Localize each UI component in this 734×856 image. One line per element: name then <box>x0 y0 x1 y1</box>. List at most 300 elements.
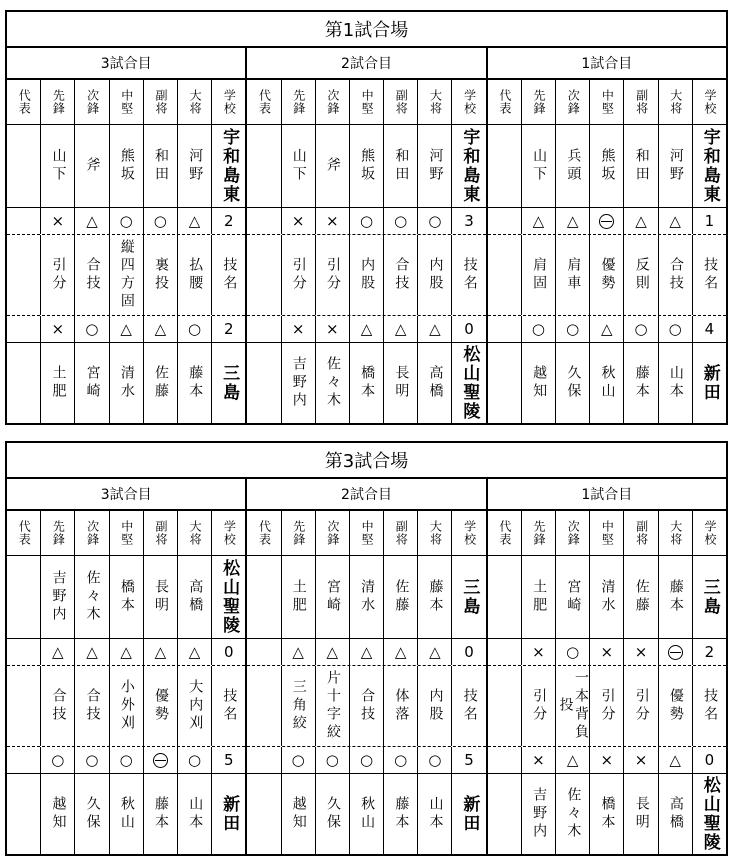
table-cell <box>41 80 75 124</box>
result-mark: ○ <box>531 320 545 338</box>
player-name: 吉野内 <box>290 356 307 410</box>
result-mark: ○ <box>291 751 305 769</box>
result-mark: △ <box>86 212 98 230</box>
table-cell <box>452 208 485 234</box>
technique-label: 内股 <box>427 688 444 724</box>
position-label: 副将 <box>394 89 409 115</box>
table-cell <box>282 80 316 124</box>
player-name: 山本 <box>187 796 204 832</box>
result-mark: ○ <box>85 751 99 769</box>
position-label: 代表 <box>257 89 272 115</box>
arena-title: 第3試合場 <box>7 443 726 479</box>
arena-title: 第1試合場 <box>7 12 726 48</box>
match-table <box>488 479 726 854</box>
table-cell <box>659 511 693 555</box>
technique-label: 引分 <box>531 688 548 724</box>
table-cell <box>624 556 658 638</box>
team-a-row <box>7 125 245 208</box>
table-cell <box>316 235 350 315</box>
position-label: 代表 <box>17 89 32 115</box>
table-cell <box>659 235 693 315</box>
table-cell <box>418 747 452 773</box>
score-value: 2 <box>704 643 715 661</box>
result-mark: ○ <box>187 751 202 769</box>
result-mark: × <box>532 751 545 769</box>
team-b-row <box>488 774 726 854</box>
table-cell <box>488 511 522 555</box>
result-mark: ○ <box>394 212 408 230</box>
technique-label: 合技 <box>393 257 410 293</box>
table-cell <box>693 639 726 665</box>
table-cell <box>590 639 624 665</box>
table-cell <box>418 511 452 555</box>
table-cell <box>282 208 316 234</box>
table-cell <box>110 316 144 342</box>
table-cell <box>350 80 384 124</box>
table-cell <box>75 316 109 342</box>
technique-label: 引分 <box>633 688 650 724</box>
table-cell <box>144 208 178 234</box>
table-cell <box>75 235 109 315</box>
player-name: 宮崎 <box>84 365 101 401</box>
results-b-row <box>247 747 485 774</box>
match-table <box>488 48 726 423</box>
table-cell <box>659 747 693 773</box>
table-cell <box>350 774 384 854</box>
table-cell <box>144 343 178 423</box>
table-cell <box>41 208 75 234</box>
player-name: 佐々木 <box>84 570 101 624</box>
team-a-row <box>247 125 485 208</box>
table-cell <box>212 774 245 854</box>
table-cell <box>316 316 350 342</box>
table-cell <box>212 316 245 342</box>
result-mark: × <box>600 643 614 661</box>
result-mark: × <box>532 643 545 661</box>
table-cell <box>7 208 41 234</box>
position-label: 次鋒 <box>85 520 100 546</box>
table-cell <box>178 556 212 638</box>
player-name: 山本 <box>667 365 684 401</box>
table-cell <box>418 208 452 234</box>
team-a-row <box>488 125 726 208</box>
table-cell <box>247 316 281 342</box>
technique-label: 引分 <box>599 688 616 724</box>
result-mark: △ <box>360 643 373 661</box>
player-name: 長明 <box>633 796 650 832</box>
table-cell <box>590 774 624 854</box>
results-a-row <box>7 208 245 235</box>
table-cell <box>178 208 212 234</box>
table-cell <box>590 666 624 746</box>
table-cell <box>659 666 693 746</box>
position-label: 副将 <box>634 520 649 546</box>
result-mark: × <box>634 643 648 661</box>
table-cell <box>624 666 658 746</box>
result-mark: △ <box>120 643 132 661</box>
table-cell <box>247 556 281 638</box>
team-b-row <box>488 343 726 423</box>
position-label: 学校 <box>222 520 237 546</box>
position-label: 先鋒 <box>291 89 306 115</box>
technique-label: 優勢 <box>667 688 684 724</box>
player-name: 橋本 <box>118 579 135 615</box>
result-mark: △ <box>394 643 407 661</box>
technique-label: 優勢 <box>599 257 616 293</box>
position-label: 次鋒 <box>566 89 581 115</box>
position-label: 代表 <box>17 520 32 546</box>
result-mark: △ <box>394 320 407 338</box>
player-name: 佐藤 <box>393 579 410 615</box>
player-name: 高橋 <box>667 796 684 832</box>
player-name: 佐藤 <box>153 365 170 401</box>
school-name: 新田 <box>219 795 240 833</box>
table-cell <box>418 80 452 124</box>
technique-label: 引分 <box>290 257 307 293</box>
table-cell <box>7 235 41 315</box>
table-cell <box>247 511 281 555</box>
result-mark: × <box>291 212 305 230</box>
school-name: 三島 <box>459 578 480 616</box>
result-mark: ○ <box>119 751 133 769</box>
player-name: 宮崎 <box>324 579 341 615</box>
table-cell <box>693 511 726 555</box>
school-name: 松山聖陵 <box>699 776 720 852</box>
table-cell <box>659 774 693 854</box>
result-mark: × <box>291 320 305 338</box>
table-cell <box>350 747 384 773</box>
table-cell <box>624 639 658 665</box>
technique-label: 小外刈 <box>118 679 135 733</box>
team-a-row <box>7 556 245 639</box>
player-name: 佐藤 <box>633 579 650 615</box>
player-name: 秋山 <box>599 365 616 401</box>
result-mark: ○ <box>51 751 65 769</box>
position-row <box>247 80 485 125</box>
score-value: 2 <box>223 320 234 338</box>
table-cell <box>247 125 281 207</box>
table-cell <box>488 747 522 773</box>
table-cell <box>350 316 384 342</box>
result-mark: △ <box>429 643 441 661</box>
table-cell <box>624 316 658 342</box>
player-name: 土肥 <box>50 365 67 401</box>
table-cell <box>282 666 316 746</box>
team-b-row <box>247 774 485 854</box>
technique-label: 合技 <box>667 257 684 293</box>
table-cell <box>212 556 245 638</box>
player-name: 河野 <box>187 148 204 184</box>
table-cell <box>110 235 144 315</box>
table-cell <box>522 125 556 207</box>
player-name: 藤本 <box>187 365 204 401</box>
position-label: 大将 <box>428 89 443 115</box>
table-cell <box>488 316 522 342</box>
table-cell <box>522 316 556 342</box>
table-cell <box>350 556 384 638</box>
results-a-row <box>488 639 726 666</box>
table-cell <box>178 639 212 665</box>
table-cell <box>247 235 281 315</box>
table-cell <box>75 125 109 207</box>
table-cell <box>418 639 452 665</box>
match-group <box>7 48 726 423</box>
table-cell <box>247 343 281 423</box>
match-group <box>7 479 726 854</box>
player-name: 和田 <box>153 148 170 184</box>
table-cell <box>110 208 144 234</box>
position-label: 大将 <box>428 520 443 546</box>
table-cell <box>144 666 178 746</box>
results-b-row <box>247 316 485 343</box>
player-name: 藤本 <box>393 796 410 832</box>
position-label: 大将 <box>188 520 203 546</box>
technique-row <box>488 666 726 747</box>
position-label: 大将 <box>668 520 683 546</box>
team-b-row <box>7 343 245 423</box>
match-header: 2試合目 <box>247 479 485 511</box>
table-cell <box>624 235 658 315</box>
technique-row <box>247 666 485 747</box>
table-cell <box>178 747 212 773</box>
player-name: 兵頭 <box>565 148 582 184</box>
table-cell <box>624 80 658 124</box>
player-name: 藤本 <box>153 796 170 832</box>
result-mark: ○ <box>428 751 442 769</box>
table-cell <box>350 511 384 555</box>
table-cell <box>522 774 556 854</box>
results-b-row <box>488 316 726 343</box>
results-a-row <box>7 639 245 666</box>
match-header: 3試合目 <box>7 479 245 511</box>
table-cell <box>418 666 452 746</box>
table-cell <box>41 639 75 665</box>
position-row <box>488 511 726 556</box>
player-name: 和田 <box>633 148 650 184</box>
position-label: 副将 <box>394 520 409 546</box>
table-cell <box>316 511 350 555</box>
table-cell <box>41 556 75 638</box>
table-cell <box>212 639 245 665</box>
table-cell <box>212 747 245 773</box>
table-cell <box>452 639 485 665</box>
table-cell <box>556 316 590 342</box>
table-cell <box>590 343 624 423</box>
table-cell <box>522 747 556 773</box>
score-value: 0 <box>464 320 474 338</box>
result-mark: △ <box>52 643 64 661</box>
result-mark-ippon-icon <box>599 214 614 229</box>
result-mark: ○ <box>359 751 374 769</box>
table-cell <box>590 556 624 638</box>
result-mark: △ <box>566 751 579 769</box>
table-cell <box>316 666 350 746</box>
table-cell <box>316 343 350 423</box>
table-cell <box>693 556 726 638</box>
table-cell <box>41 343 75 423</box>
player-name: 斧 <box>84 157 101 175</box>
table-cell <box>282 125 316 207</box>
technique-label: 肩車 <box>565 257 582 293</box>
position-label: 代表 <box>257 520 272 546</box>
player-name: 河野 <box>427 148 444 184</box>
table-cell <box>556 125 590 207</box>
player-name: 藤本 <box>633 365 650 401</box>
player-name: 高橋 <box>187 579 204 615</box>
match-header: 3試合目 <box>7 48 245 80</box>
table-cell <box>144 774 178 854</box>
table-cell <box>41 511 75 555</box>
table-cell <box>7 556 41 638</box>
table-cell <box>418 235 452 315</box>
result-mark: △ <box>429 320 441 338</box>
table-cell <box>7 511 41 555</box>
table-cell <box>556 235 590 315</box>
results-b-row <box>7 747 245 774</box>
result-mark: △ <box>188 643 201 661</box>
position-label: 学校 <box>462 520 477 546</box>
technique-label: 内股 <box>359 257 376 293</box>
table-cell <box>41 666 75 746</box>
table-cell <box>41 316 75 342</box>
table-cell <box>282 747 316 773</box>
table-cell <box>144 639 178 665</box>
table-cell <box>110 556 144 638</box>
result-mark: ○ <box>428 212 442 230</box>
table-cell <box>282 343 316 423</box>
table-cell <box>7 639 41 665</box>
position-label: 先鋒 <box>51 89 66 115</box>
table-cell <box>693 208 726 234</box>
arena-block <box>5 441 728 856</box>
player-name: 清水 <box>599 579 616 615</box>
result-mark: △ <box>154 643 167 661</box>
technique-label: 技名 <box>221 257 238 293</box>
table-cell <box>144 125 178 207</box>
table-cell <box>350 666 384 746</box>
table-cell <box>590 208 624 234</box>
table-cell <box>7 316 41 342</box>
position-label: 先鋒 <box>291 520 306 546</box>
technique-label: 合技 <box>84 688 101 724</box>
table-cell <box>384 343 418 423</box>
team-b-row <box>247 343 485 423</box>
table-cell <box>693 125 726 207</box>
match-table <box>247 479 487 854</box>
table-cell <box>418 556 452 638</box>
table-cell <box>488 343 522 423</box>
table-cell <box>350 343 384 423</box>
match-header: 1試合目 <box>488 479 726 511</box>
technique-label: 肩固 <box>531 257 548 293</box>
technique-label: 縦四方固 <box>118 239 135 311</box>
school-name: 宇和島東 <box>459 128 480 204</box>
results-b-row <box>7 316 245 343</box>
table-cell <box>418 125 452 207</box>
result-mark: △ <box>566 212 579 230</box>
table-cell <box>693 666 726 746</box>
table-cell <box>452 666 485 746</box>
table-cell <box>282 235 316 315</box>
player-name: 越知 <box>50 796 67 832</box>
player-name: 久保 <box>324 796 341 832</box>
table-cell <box>590 511 624 555</box>
position-label: 先鋒 <box>51 520 66 546</box>
result-mark: × <box>51 212 65 230</box>
table-cell <box>590 235 624 315</box>
player-name: 秋山 <box>118 796 135 832</box>
table-cell <box>110 343 144 423</box>
table-cell <box>488 125 522 207</box>
technique-label: 引分 <box>324 257 341 293</box>
player-name: 土肥 <box>531 579 548 615</box>
results-a-row <box>247 208 485 235</box>
table-cell <box>556 80 590 124</box>
table-cell <box>75 343 109 423</box>
school-name: 宇和島東 <box>699 128 720 204</box>
table-cell <box>316 208 350 234</box>
table-cell <box>41 774 75 854</box>
table-cell <box>282 774 316 854</box>
table-cell <box>556 639 590 665</box>
result-mark: ○ <box>566 643 580 661</box>
position-label: 学校 <box>702 89 717 115</box>
table-cell <box>488 639 522 665</box>
table-cell <box>144 556 178 638</box>
result-mark: △ <box>669 751 681 769</box>
table-cell <box>316 80 350 124</box>
table-cell <box>144 316 178 342</box>
table-cell <box>75 747 109 773</box>
table-cell <box>7 666 41 746</box>
table-cell <box>384 208 418 234</box>
result-mark-ippon-icon <box>668 645 683 660</box>
table-cell <box>212 235 245 315</box>
result-mark: ○ <box>359 212 374 230</box>
results-a-row <box>488 208 726 235</box>
table-cell <box>75 639 109 665</box>
position-label: 代表 <box>497 520 512 546</box>
table-cell <box>384 511 418 555</box>
table-cell <box>178 80 212 124</box>
player-name: 橋本 <box>359 365 376 401</box>
position-row <box>7 511 245 556</box>
player-name: 熊坂 <box>599 148 616 184</box>
result-mark: ○ <box>119 212 133 230</box>
player-name: 長明 <box>153 579 170 615</box>
table-cell <box>75 666 109 746</box>
technique-label: 内股 <box>427 257 444 293</box>
result-mark: △ <box>188 212 201 230</box>
technique-row <box>7 666 245 747</box>
player-name: 熊坂 <box>118 148 135 184</box>
school-name: 新田 <box>699 364 720 402</box>
table-cell <box>384 774 418 854</box>
table-cell <box>282 316 316 342</box>
table-cell <box>418 343 452 423</box>
position-label: 次鋒 <box>566 520 581 546</box>
table-cell <box>488 556 522 638</box>
match-table <box>7 479 247 854</box>
table-cell <box>693 343 726 423</box>
score-value: 0 <box>704 751 715 769</box>
player-name: 熊坂 <box>359 148 376 184</box>
table-cell <box>110 511 144 555</box>
position-label: 大将 <box>668 89 683 115</box>
table-cell <box>178 235 212 315</box>
position-label: 中堅 <box>119 89 134 115</box>
table-cell <box>41 747 75 773</box>
